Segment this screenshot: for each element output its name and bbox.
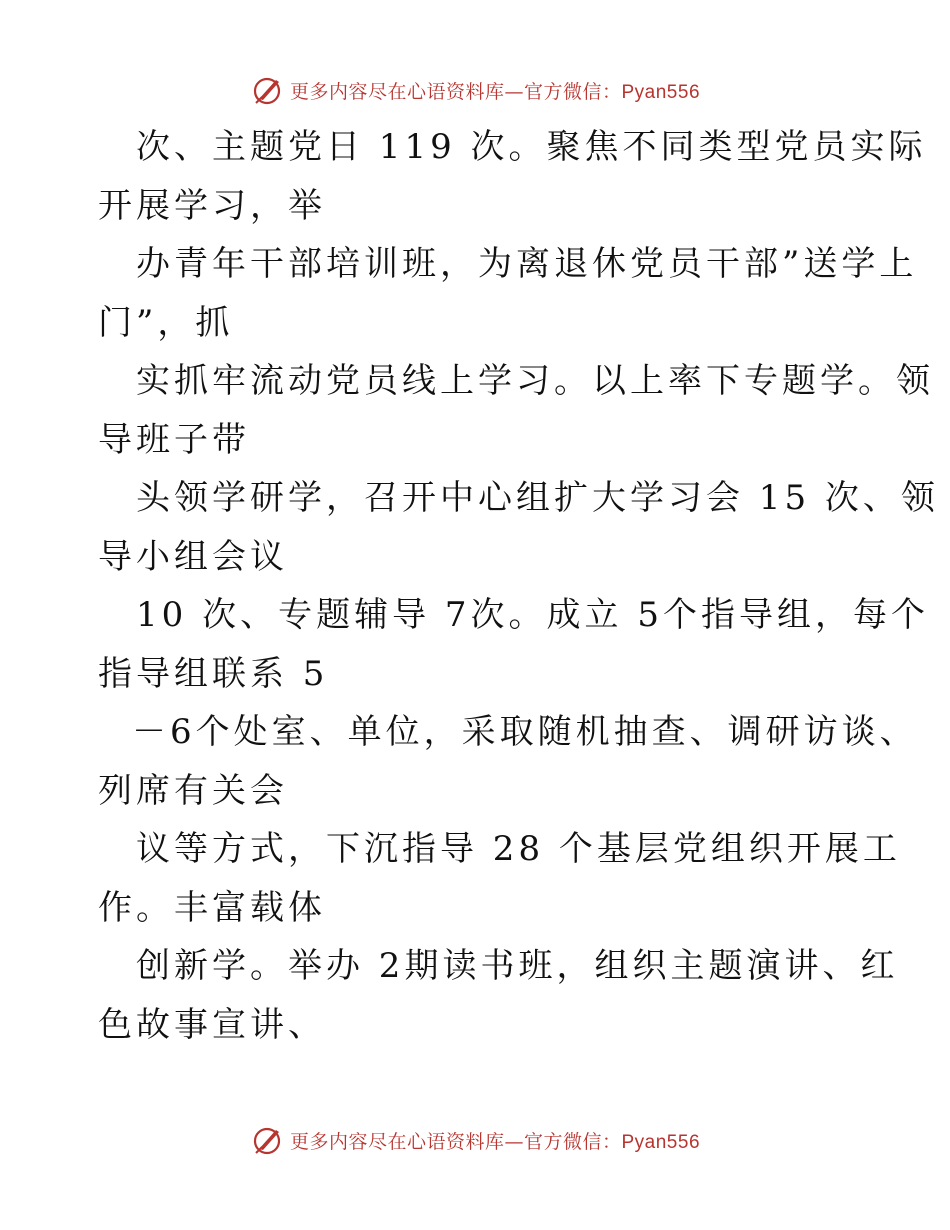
text-line: 列席有关会 <box>98 770 288 811</box>
header-banner-text <box>290 77 700 104</box>
text-line: 作。丰富载体 <box>98 887 326 928</box>
text-line: 导小组会议 <box>98 536 288 577</box>
footer-wechat: 官方微信：Pyan556 <box>524 1131 701 1153</box>
footer-banner <box>0 1120 950 1160</box>
quill-logo-icon <box>250 73 284 107</box>
text-line: 色故事宣讲、 <box>98 1004 326 1045</box>
text-line: 10 次、专题辅导 7次。成立 5个指导组，每个 <box>136 595 929 635</box>
text-line: 开展学习，举 <box>98 185 326 226</box>
text-line: 次、主题党日 119 次。聚焦不同类型党员实际 <box>136 127 927 167</box>
footer-banner-text <box>290 1127 700 1154</box>
text-line: 指导组联系 5 <box>98 653 329 694</box>
text-line: －6个处室、单位，采取随机抽查、调研访谈、 <box>132 712 918 752</box>
text-line: 办青年干部培训班，为离退休党员干部”送学上 <box>136 244 918 284</box>
text-line: 实抓牢流动党员线上学习。以上率下专题学。领 <box>136 361 934 401</box>
text-line: 门”，抓 <box>98 302 234 343</box>
footer-site-name: 更多内容尽在心语资料库 <box>289 1130 505 1153</box>
footer-dash: — <box>504 1130 524 1153</box>
header-wechat: 官方微信：Pyan556 <box>524 81 701 103</box>
header-site-name: 更多内容尽在心语资料库 <box>289 80 505 103</box>
quill-logo-icon <box>250 1123 284 1157</box>
header-dash: — <box>504 80 524 103</box>
document-body <box>98 118 939 1054</box>
text-line: 议等方式，下沉指导 28 个基层党组织开展工 <box>136 829 901 869</box>
text-line: 头领学研学，召开中心组扩大学习会 15 次、领 <box>136 478 939 518</box>
text-line: 创新学。举办 2期读书班，组织主题演讲、红 <box>136 946 899 986</box>
header-banner <box>0 70 950 110</box>
text-line: 导班子带 <box>98 419 250 460</box>
